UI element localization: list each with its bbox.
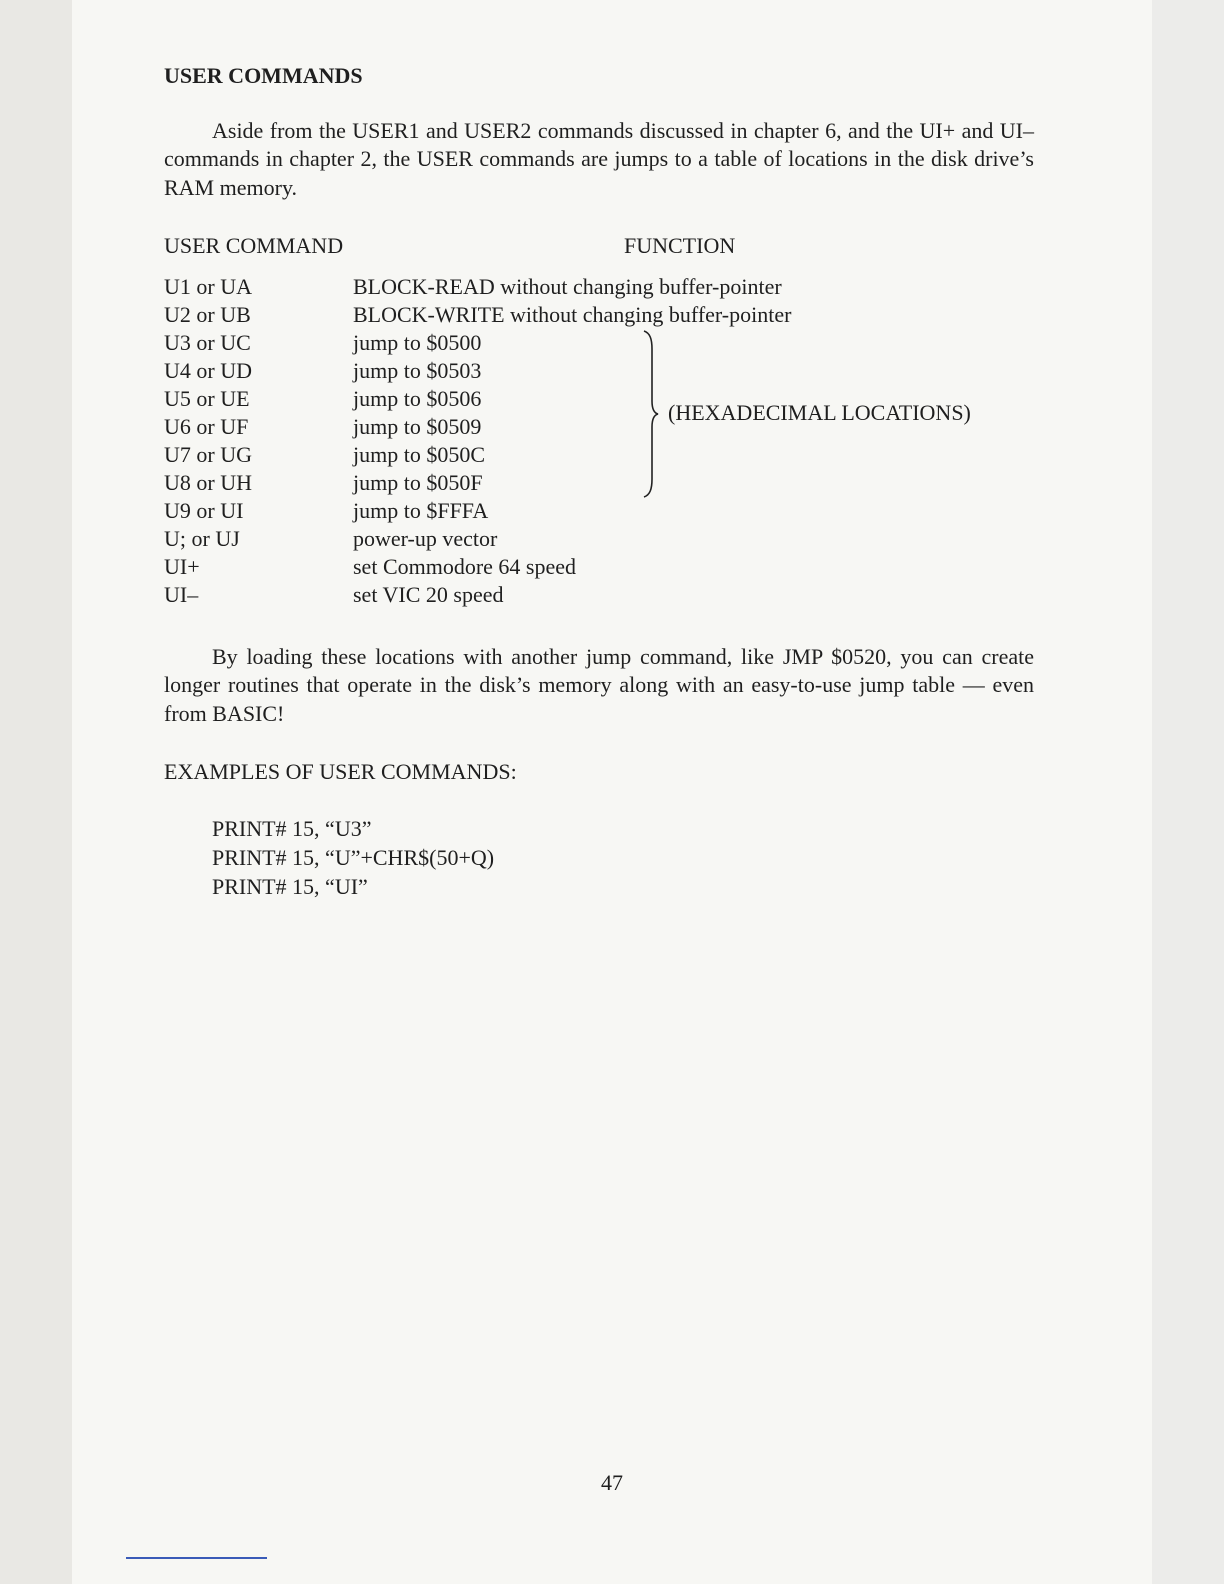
command-cell: U1 or UA bbox=[164, 273, 252, 299]
intro-paragraph: Aside from the USER1 and USER2 commands discussed in chapter 6, and the UI+ and UI– commands in chapter 2, the USER commands are jumps to a table of locations in the disk drive’s RAM memory. bbox=[164, 117, 1034, 200]
example-line: PRINT# 15, “U3” bbox=[212, 815, 372, 841]
function-cell: set VIC 20 speed bbox=[353, 581, 504, 607]
command-cell: U6 or UF bbox=[164, 413, 249, 439]
command-cell: U3 or UC bbox=[164, 329, 251, 355]
user-command-table bbox=[164, 273, 1034, 609]
example-line: PRINT# 15, “U”+CHR$(50+Q) bbox=[212, 844, 495, 870]
table-header bbox=[164, 232, 1034, 261]
command-cell: U4 or UD bbox=[164, 357, 252, 383]
function-cell: jump to $050C bbox=[353, 441, 486, 467]
command-cell: U5 or UE bbox=[164, 385, 250, 411]
page-edge bbox=[1152, 0, 1224, 1584]
column-header-function: FUNCTION bbox=[624, 233, 736, 258]
column-header-command: USER COMMAND bbox=[164, 233, 344, 258]
function-cell: jump to $0500 bbox=[353, 329, 482, 355]
page-number: 47 bbox=[601, 1470, 623, 1495]
section-heading: USER COMMANDS bbox=[164, 63, 363, 88]
examples-heading: EXAMPLES OF USER COMMANDS: bbox=[164, 759, 517, 784]
command-cell: UI– bbox=[164, 581, 199, 607]
function-cell: jump to $FFFA bbox=[353, 497, 489, 523]
function-cell: BLOCK-READ without changing buffer-pointer bbox=[353, 273, 782, 299]
function-cell: jump to $050F bbox=[353, 469, 483, 495]
table-row bbox=[164, 581, 1034, 609]
command-cell: UI+ bbox=[164, 553, 200, 579]
examples-list bbox=[164, 815, 1034, 902]
command-cell: U2 or UB bbox=[164, 301, 251, 327]
command-cell: U; or UJ bbox=[164, 525, 240, 551]
command-cell: U8 or UH bbox=[164, 469, 252, 495]
jump-table-paragraph: By loading these locations with another jump command, like JMP $0520, you can create longer routines that operate in the disk’s memory along with an easy-to-use jump table — even from BASIC! bbox=[164, 643, 1034, 726]
example-line: PRINT# 15, “UI” bbox=[212, 873, 368, 899]
table-row bbox=[164, 525, 1034, 553]
document-body bbox=[164, 62, 1034, 902]
scan-mark bbox=[126, 1557, 267, 1559]
table-row bbox=[164, 441, 1034, 469]
function-cell: jump to $0509 bbox=[353, 413, 482, 439]
table-row bbox=[164, 301, 1034, 329]
function-cell: set Commodore 64 speed bbox=[353, 553, 577, 579]
function-cell: jump to $0503 bbox=[353, 357, 482, 383]
table-row bbox=[164, 553, 1034, 581]
table-row bbox=[164, 497, 1034, 525]
table-row bbox=[164, 273, 1034, 301]
command-cell: U7 or UG bbox=[164, 441, 252, 467]
hexadecimal-locations-label: (HEXADECIMAL LOCATIONS) bbox=[668, 399, 971, 425]
table-row bbox=[164, 469, 1034, 497]
table-row bbox=[164, 357, 1034, 385]
table-row bbox=[164, 329, 1034, 357]
command-cell: U9 or UI bbox=[164, 497, 244, 523]
function-cell: BLOCK-WRITE without changing buffer-pointer bbox=[353, 301, 792, 327]
function-cell: power-up vector bbox=[353, 525, 498, 551]
function-cell: jump to $0506 bbox=[353, 385, 482, 411]
